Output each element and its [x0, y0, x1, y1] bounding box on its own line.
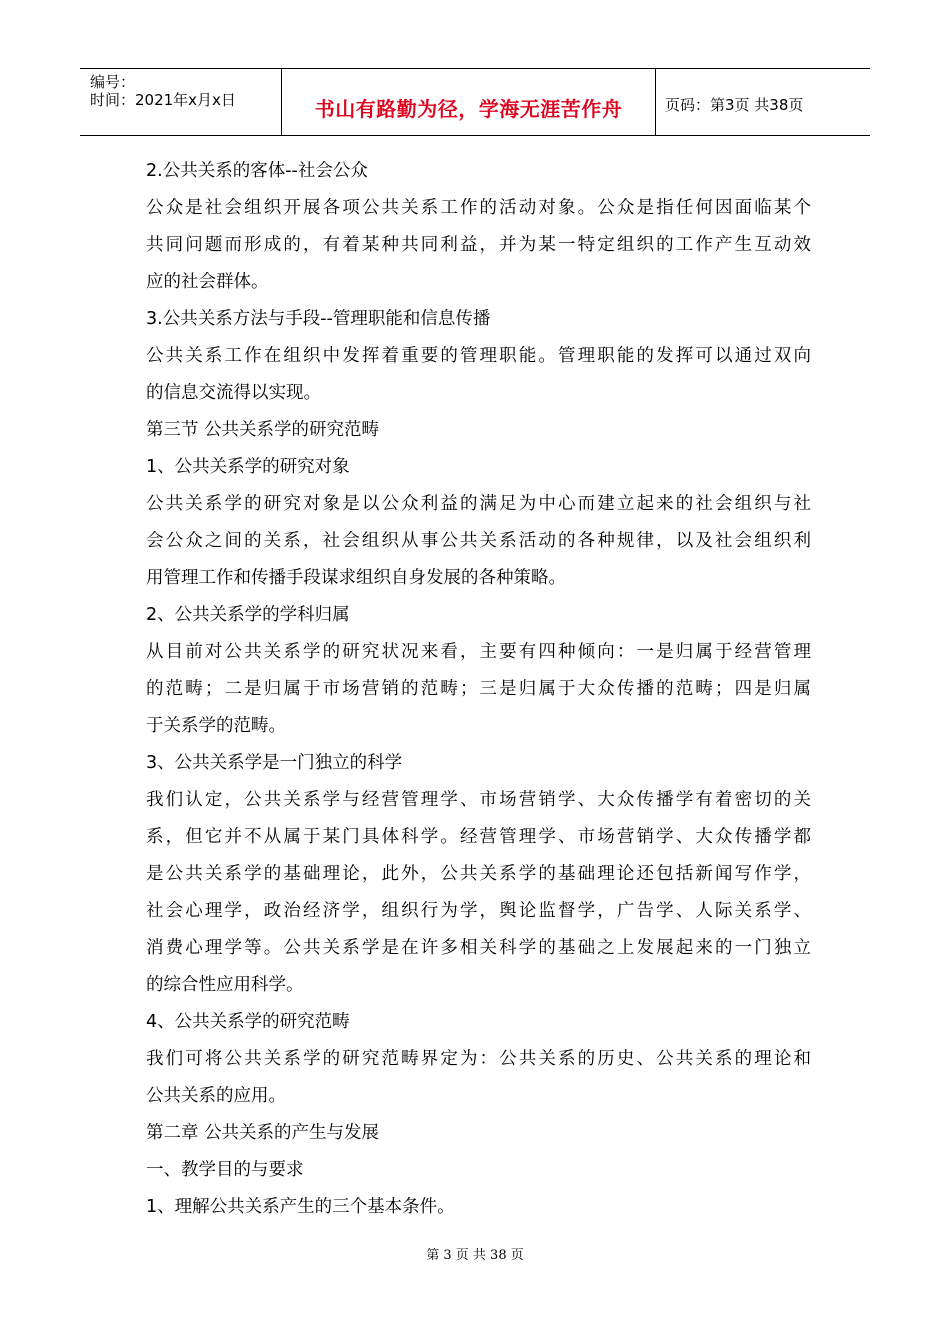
paragraph-line: 会公众之间的关系，社会组织从事公共关系活动的各种规律，以及社会组织利 [146, 531, 811, 551]
list-item: 1、理解公共关系产生的三个基本条件。 [146, 1197, 455, 1217]
chapter-heading: 第二章 公共关系的产生与发展 [146, 1123, 380, 1143]
paragraph-line: 从目前对公共关系学的研究状况来看，主要有四种倾向：一是归属于经营管理 [146, 642, 811, 662]
section-heading: 3.公共关系方法与手段--管理职能和信息传播 [146, 309, 491, 329]
paragraph-line: 社会心理学，政治经济学，组织行为学，舆论监督学，广告学、人际关系学、 [146, 901, 811, 921]
paragraph-line: 我们可将公共关系学的研究范畴界定为：公共关系的历史、公共关系的理论和 [146, 1049, 811, 1069]
paragraph-line: 于关系学的范畴。 [146, 716, 286, 736]
page-footer: 第 3 页 共 38 页 [426, 1248, 524, 1263]
section-heading: 第三节 公共关系学的研究范畴 [146, 420, 380, 440]
section-heading: 2、公共关系学的学科归属 [146, 605, 350, 625]
paragraph-line: 应的社会群体。 [146, 272, 269, 292]
paragraph-line: 我们认定，公共关系学与经营管理学、市场营销学、大众传播学有着密切的关 [146, 790, 811, 810]
paragraph-line: 消费心理学等。公共关系学是在许多相关科学的基础之上发展起来的一门独立 [146, 938, 811, 958]
header-motto: 书山有路勤为径，学海无涯苦作舟 [314, 97, 623, 121]
document-number-label: 编号： [90, 73, 136, 91]
section-heading: 3、公共关系学是一门独立的科学 [146, 753, 403, 773]
section-heading: 1、公共关系学的研究对象 [146, 457, 350, 477]
paragraph-line: 的范畴；二是归属于市场营销的范畴；三是归属于大众传播的范畴；四是归属 [146, 679, 811, 699]
paragraph-line: 公共关系的应用。 [146, 1086, 286, 1106]
header-meta-cell [80, 69, 282, 135]
paragraph-line: 公共关系工作在组织中发挥着重要的管理职能。管理职能的发挥可以通过双向 [146, 346, 811, 366]
header-motto-cell [282, 69, 656, 135]
paragraph-line: 共同问题而形成的，有着某种共同利益，并为某一特定组织的工作产生互动效 [146, 235, 811, 255]
document-body [146, 153, 811, 1226]
paragraph-line: 系，但它并不从属于某门具体科学。经营管理学、市场营销学、大众传播学都 [146, 827, 811, 847]
header-page-cell [656, 69, 870, 135]
paragraph-line: 公共关系学的研究对象是以公众利益的满足为中心而建立起来的社会组织与社 [146, 494, 811, 514]
section-heading: 4、公共关系学的研究范畴 [146, 1012, 350, 1032]
paragraph-line: 用管理工作和传播手段谋求组织自身发展的各种策略。 [146, 568, 566, 588]
header-page-number: 页码：第3页 共38页 [665, 96, 804, 114]
section-heading: 一、教学目的与要求 [146, 1160, 304, 1180]
paragraph-line: 的综合性应用科学。 [146, 975, 304, 995]
section-heading: 2.公共关系的客体--社会公众 [146, 161, 368, 181]
document-time-label: 时间：2021年x月x日 [90, 91, 236, 109]
paragraph-line: 的信息交流得以实现。 [146, 383, 321, 403]
paragraph-line: 是公共关系学的基础理论，此外，公共关系学的基础理论还包括新闻写作学， [146, 864, 811, 884]
paragraph-line: 公众是社会组织开展各项公共关系工作的活动对象。公众是指任何因面临某个 [146, 198, 811, 218]
document-header [80, 68, 870, 136]
